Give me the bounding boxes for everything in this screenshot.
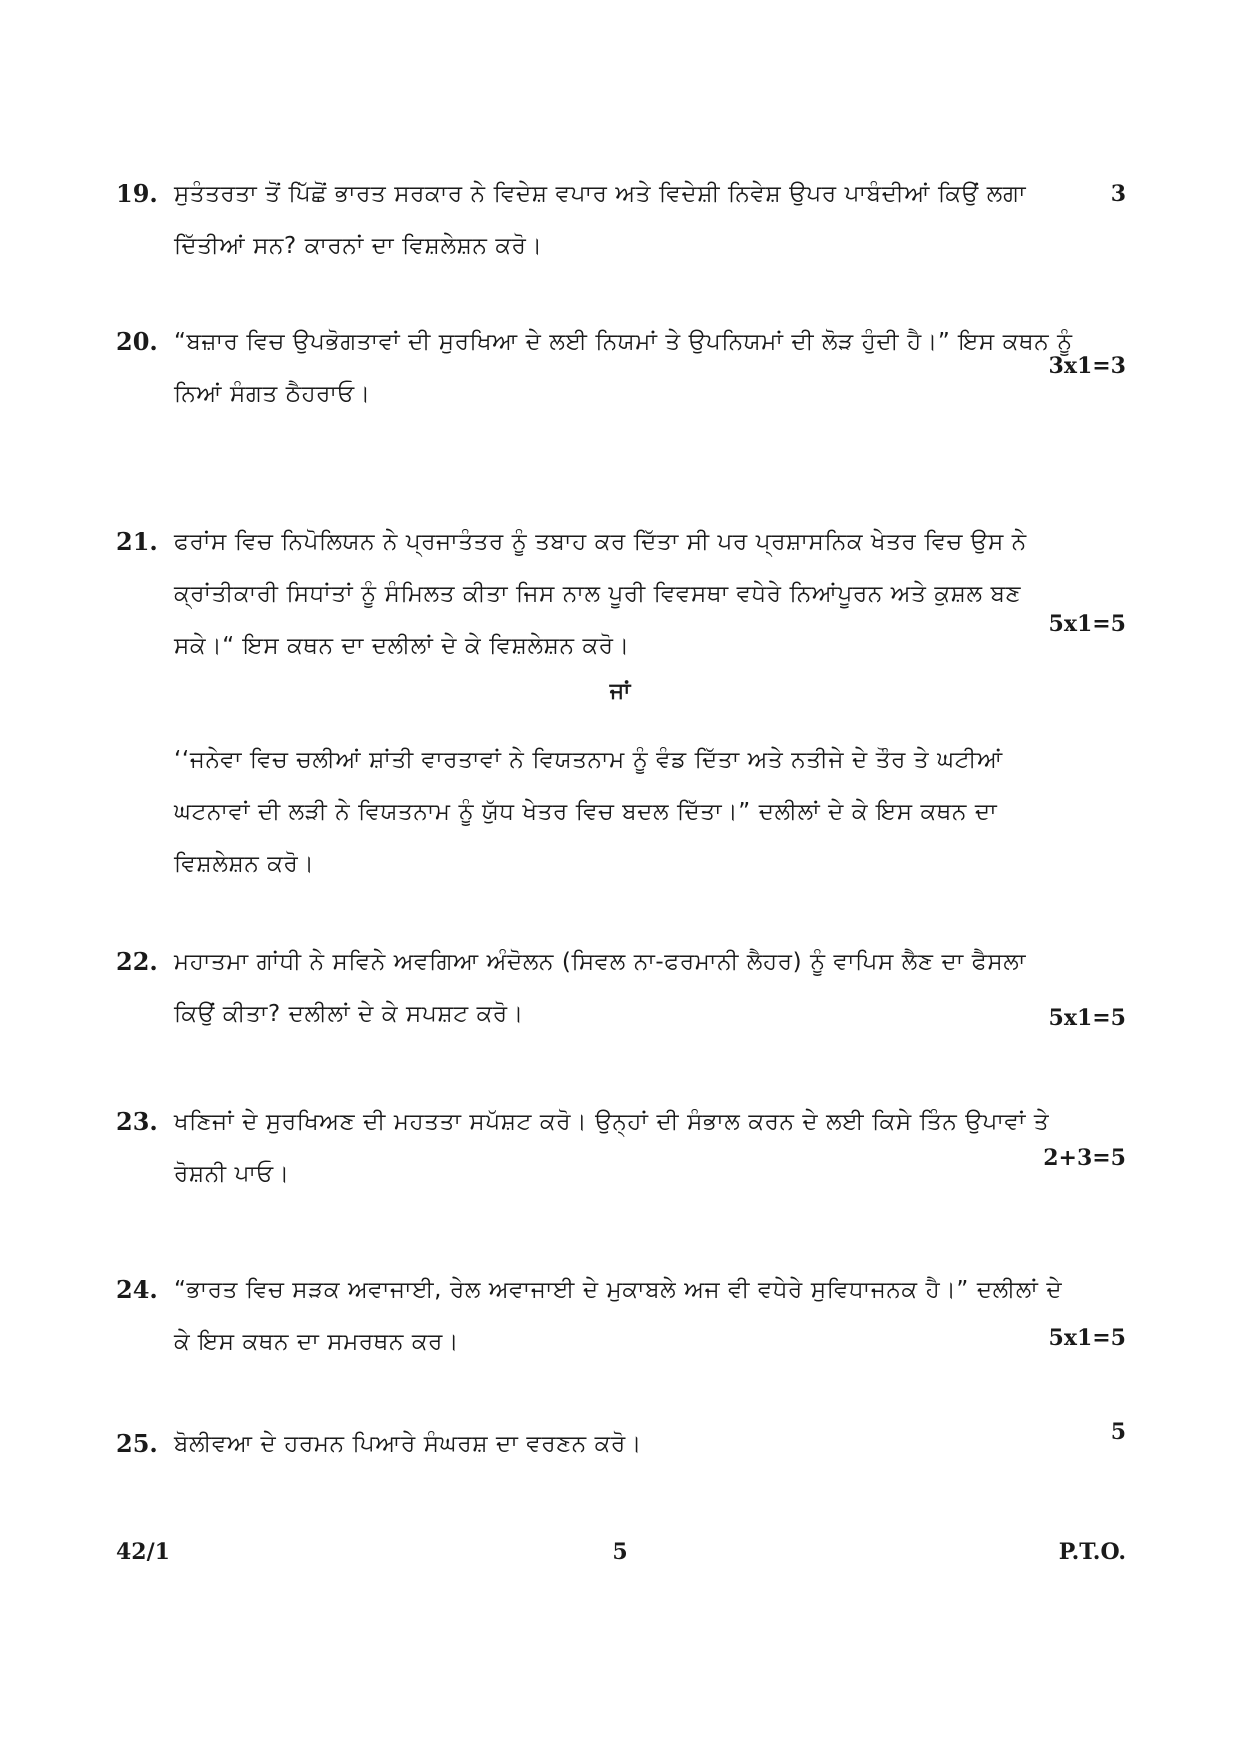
question-23 <box>116 1096 1126 1200</box>
question-number: 19. <box>116 179 158 208</box>
question-24 <box>116 1264 1126 1368</box>
question-marks: 5x1=5 <box>1048 611 1126 637</box>
question-text: “ਬਜ਼ਾਰ ਵਿਚ ਉਪਭੋਗਤਾਵਾਂ ਦੀ ਸੁਰਖਿਆ ਦੇ ਲਈ ਨਿਯਮਾਂ ਤੇ ਉਪਨਿਯਮਾਂ ਦੀ ਲੋੜ ਹੁੰਦੀ ਹੈ।” ਇਸ ਕਥਨ ਨੂੰ ਨਿਆਂ ਸੰਗਤ ਠੈਹਰਾਓ। <box>174 329 1073 407</box>
question-21-alternative: ‘‘ਜਨੇਵਾ ਵਿਚ ਚਲੀਆਂ ਸ਼ਾਂਤੀ ਵਾਰਤਾਵਾਂ ਨੇ ਵਿਯਤਨਾਮ ਨੂੰ ਵੰਡ ਦਿੱਤਾ ਅਤੇ ਨਤੀਜੇ ਦੇ ਤੌਰ ਤੇ ਘਟੀਆਂ ਘਟਨਾਵਾਂ ਦੀ ਲੜੀ ਨੇ ਵਿਯਤਨਾਮ ਨੂੰ ਯੁੱਧ ਖੇਤਰ ਵਿਚ ਬਦਲ ਦਿੱਤਾ।” ਦਲੀਲਾਂ ਦੇ ਕੇ ਇਸ ਕਥਨ ਦਾ ਵਿਸ਼ਲੇਸ਼ਨ ਕਰੋ। <box>174 747 1003 877</box>
or-separator: ਜਾਂ <box>609 679 631 704</box>
question-25 <box>116 1418 1126 1470</box>
question-number: 20. <box>116 327 158 356</box>
question-number: 25. <box>116 1429 158 1458</box>
question-marks: 5 <box>1110 1419 1126 1445</box>
question-number: 21. <box>116 527 158 556</box>
paper-code: 42/1 <box>116 1539 170 1565</box>
question-text: ਖਣਿਜਾਂ ਦੇ ਸੁਰਖਿਅਣ ਦੀ ਮਹਤਤਾ ਸਪੱਸ਼ਟ ਕਰੋ। ਉਨ੍ਹਾਂ ਦੀ ਸੰਭਾਲ ਕਰਨ ਦੇ ਲਈ ਕਿਸੇ ਤਿੰਨ ਉਪਾਵਾਂ ਤੇ ਰੋਸ਼ਨੀ ਪਾਓ। <box>174 1109 1050 1187</box>
question-text: ਬੋਲੀਵਆ ਦੇ ਹਰਮਨ ਪਿਆਰੇ ਸੰਘਰਸ਼ ਦਾ ਵਰਣਨ ਕਰੋ। <box>174 1431 642 1457</box>
question-number: 23. <box>116 1107 158 1136</box>
please-turn-over: P.T.O. <box>1058 1539 1126 1565</box>
question-marks: 5x1=5 <box>1048 1005 1126 1031</box>
question-text: ਮਹਾਤਮਾ ਗਾਂਧੀ ਨੇ ਸਵਿਨੇ ਅਵਗਿਆ ਅੰਦੋਲਨ (ਸਿਵਲ ਨਾ-ਫਰਮਾਨੀ ਲੈਹਰ) ਨੂੰ ਵਾਪਿਸ ਲੈਣ ਦਾ ਫੈਸਲਾ ਕਿਉਂ ਕੀਤਾ? ਦਲੀਲਾਂ ਦੇ ਕੇ ਸਪਸ਼ਟ ਕਰੋ। <box>174 949 1027 1027</box>
question-marks: 5x1=5 <box>1048 1325 1126 1351</box>
question-text: ਫਰਾਂਸ ਵਿਚ ਨਿਪੋਲਿਯਨ ਨੇ ਪ੍ਰਜਾਤੰਤਰ ਨੂੰ ਤਬਾਹ ਕਰ ਦਿੱਤਾ ਸੀ ਪਰ ਪ੍ਰਸ਼ਾਸਨਿਕ ਖੇਤਰ ਵਿਚ ਉਸ ਨੇ ਕ੍ਰਾਂਤੀਕਾਰੀ ਸਿਧਾਂਤਾਂ ਨੂੰ ਸੰਮਿਲਤ ਕੀਤਾ ਜਿਸ ਨਾਲ ਪੂਰੀ ਵਿਵਸਥਾ ਵਧੇਰੇ ਨਿਆਂਪੂਰਨ ਅਤੇ ਕੁਸ਼ਲ ਬਣ ਸਕੇ।“ ਇਸ ਕਥਨ ਦਾ ਦਲੀਲਾਂ ਦੇ ਕੇ ਵਿਸ਼ਲੇਸ਼ਨ ਕਰੋ। <box>174 529 1027 659</box>
question-marks: 2+3=5 <box>1043 1145 1126 1171</box>
question-number: 22. <box>116 947 158 976</box>
question-20 <box>116 316 1126 420</box>
question-19 <box>116 168 1126 272</box>
question-marks: 3 <box>1110 181 1126 207</box>
question-text: “ਭਾਰਤ ਵਿਚ ਸੜਕ ਅਵਾਜਾਈ, ਰੇਲ ਅਵਾਜਾਈ ਦੇ ਮੁਕਾਬਲੇ ਅਜ ਵੀ ਵਧੇਰੇ ਸੁਵਿਧਾਜਨਕ ਹੈ।” ਦਲੀਲਾਂ ਦੇ ਕੇ ਇਸ ਕਥਨ ਦਾ ਸਮਰਥਨ ਕਰ। <box>174 1277 1063 1355</box>
page-number: 5 <box>612 1539 628 1565</box>
question-marks: 3x1=3 <box>1048 353 1126 379</box>
question-21 <box>116 516 1126 672</box>
question-22 <box>116 936 1126 1040</box>
question-number: 24. <box>116 1275 158 1304</box>
question-text: ਸੁਤੰਤਰਤਾ ਤੋਂ ਪਿੱਛੋਂ ਭਾਰਤ ਸਰਕਾਰ ਨੇ ਵਿਦੇਸ਼ ਵਪਾਰ ਅਤੇ ਵਿਦੇਸ਼ੀ ਨਿਵੇਸ਼ ਉਪਰ ਪਾਬੰਦੀਆਂ ਕਿਉਂ ਲਗਾ ਦਿੱਤੀਆਂ ਸਨ? ਕਾਰਨਾਂ ਦਾ ਵਿਸ਼ਲੇਸ਼ਨ ਕਰੋ। <box>174 181 1027 259</box>
